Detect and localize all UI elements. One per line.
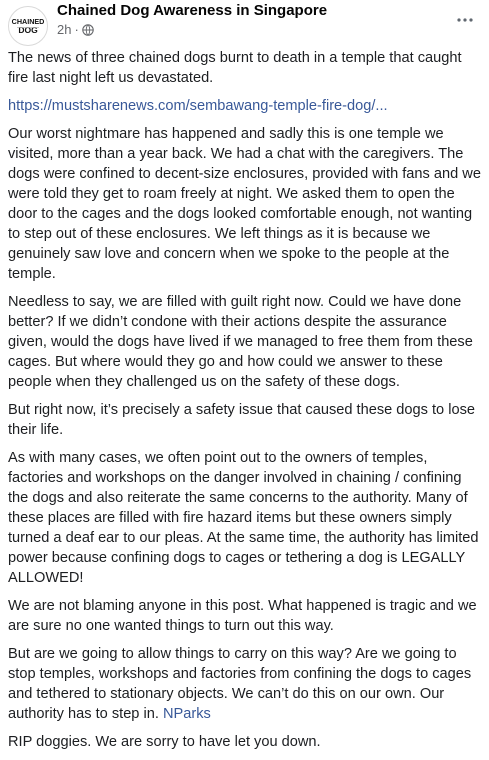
post-body: [8, 48, 482, 760]
post-paragraph-5: As with many cases, we often point out to the owners of temples, factories and workshops on the danger involved in chaining / confining the dogs and also reiterate the same concerns to the authority. Many of these places are filled with fire hazard items but these owners simply turned a deaf ear to our pleas. At the same time, the authority has limited power because confining dogs to cages or tethering a dog is LEGALLY ALLOWED!: [8, 450, 479, 586]
post-paragraph-3: Needless to say, we are filled with guilt right now. Could we have done better? If we didn’t condone with their actions despite the assurance given, would the dogs have lived if we managed to free them from these cages. But where would they go and how could we answer to these people when they challenged us on the safety of these dogs.: [8, 294, 473, 390]
more-options-button[interactable]: [451, 8, 479, 28]
post-paragraph-7: [8, 644, 482, 724]
post-meta: [57, 22, 94, 38]
globe-icon[interactable]: [82, 24, 94, 36]
meta-separator: ·: [74, 22, 79, 37]
article-link[interactable]: https://mustsharenews.com/sembawang-temple-fire-dog/...: [8, 98, 388, 114]
post-timestamp[interactable]: 2h: [57, 22, 72, 37]
post-link-paragraph: [8, 96, 482, 116]
page-name-link[interactable]: Chained Dog Awareness in Singapore: [57, 2, 328, 19]
post-paragraph-7-text: But are we going to allow things to carry on this way? Are we going to stop temples, workshops and factories from confining the dogs to cages and tethered to stationary objects. We can’t do this on our own. Our authority has to step in.: [8, 646, 472, 722]
logo: [9, 7, 47, 45]
nparks-mention-link[interactable]: NParks: [162, 706, 211, 722]
avatar-text-bottom: DOG: [18, 25, 38, 35]
post-paragraph-4: But right now, it’s precisely a safety issue that caused these dogs to lose their life.: [8, 402, 475, 438]
post-paragraph-8: RIP doggies. We are sorry to have let you down.: [8, 734, 321, 750]
post-paragraph-2: Our worst nightmare has happened and sadly this is one temple we visited, more than a year back. We had a chat with the caregivers. The dogs were confined to decent-size enclosures, provided with fans and we were told they get to roam freely at night. We asked them to open the door to the cages and the dogs looked comfortable enough, not wanting to step out of these enclosures. We left things as it is because we genuinely saw love and concern when we spoke to the people at the temple.: [8, 126, 481, 282]
page-avatar[interactable]: [8, 6, 48, 46]
post-header: [0, 0, 489, 46]
post-paragraph-6: We are not blaming anyone in this post. What happened is tragic and we are sure no one wanted things to turn out this way.: [8, 598, 477, 634]
avatar-text-top: CHAINED: [11, 17, 45, 26]
post-paragraph-1: The news of three chained dogs burnt to death in a temple that caught fire last night left us devastated.: [8, 50, 462, 86]
more-horizontal-icon: [457, 9, 473, 27]
